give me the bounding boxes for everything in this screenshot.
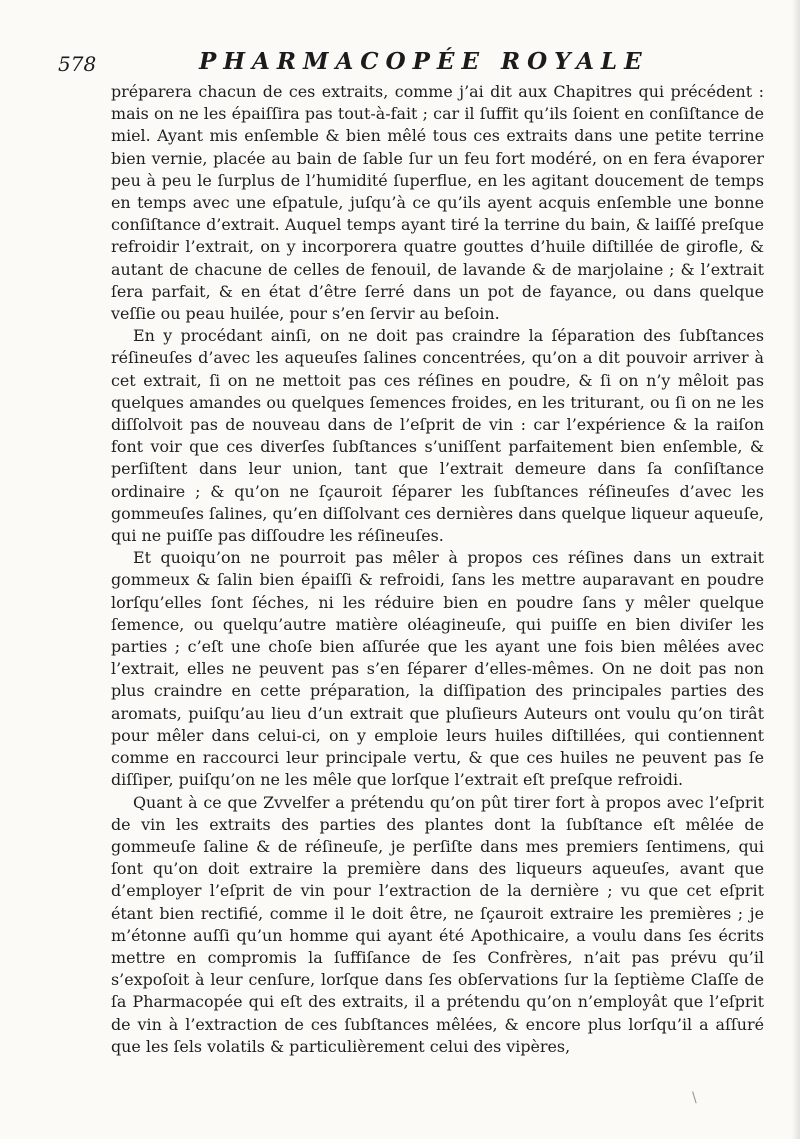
paragraph-2: En y procédant ainſi, on ne doit pas craindre la ſéparation des ſubſtances réſineuſes d’avec les aqueuſes ſalines concentrées, qu’on a dit pouvoir arriver à cet extrait, ſi on ne mettoit pas ces réſines en poudre, & ſi on n’y mêloit pas quelques amandes ou quelques ſemences froides, en les triturant, ou ſi on ne les diſſolvoit pas de nouveau dans de l’eſprit de vin : car l’expérience & la raiſon font voir que ces diverſes ſubſtances s’uniſſent parfaitement bien enſemble, & perſiſtent dans leur union, tant que l’extrait demeure dans ſa conſiſtance ordinaire ; & qu’on ne ſçauroit ſéparer les ſubſtances réſineuſes d’avec les gommeuſes ſalines, qu’en diſſolvant ces dernières dans quelque liqueur aqueuſe, qui ne puiſſe pas diſſoudre les réſineuſes. [111,326,764,546]
paragraph-1: préparera chacun de ces extraits, comme j’ai dit aux Chapitres qui précédent : mais on ne les épaiſſira pas tout-à-fait ; car il ſuffit qu’ils ſoient en conſiſtance de miel. Ayant mis enſemble & bien mêlé tous ces extraits dans une petite terrine bien vernie, placée au bain de ſable ſur un feu fort modéré, on en fera évaporer peu à peu le ſurplus de l’humidité ſuperflue, en les agitant doucement de temps en temps avec une eſpatule, juſqu’à ce qu’ils ayent acquis enſemble une bonne conſiſtance d’extrait. Auquel temps ayant tiré la terrine du bain, & laiſſé preſque refroidir l’extrait, on y incorporera quatre gouttes d’huile diſtillée de girofle, & autant de chacune de celles de fenouil, de lavande & de marjolaine ; & l’extrait ſera parfait, & en état d’être ſerré dans un pot de fayance, ou dans quelque veſſie ou peau huilée, pour s’en ſervir au beſoin. [111,82,764,324]
page-number: 578 [58,52,97,76]
paragraph-3: Et quoiqu’on ne pourroit pas mêler à propos ces réſines dans un extrait gommeux & ſalin bien épaiſſi & refroidi, ſans les mettre auparavant en poudre lorſqu’elles ſont ſéches, ni les réduire bien en poudre ſans y mêler quelque ſemence, ou quelqu’autre matière oléagineuſe, qui puiſſe en bien diviſer les parties ; c’eſt une choſe bien aſſurée que les ayant une fois bien mêlées avec l’extrait, elles ne peuvent pas s’en ſéparer d’elles-mêmes. On ne doit pas non plus craindre en cette préparation, la diſſipation des principales parties des aromats, puiſqu’au lieu d’un extrait que pluſieurs Auteurs ont voulu qu’on tirât pour mêler dans celui-ci, on y emploie leurs huiles diſtillées, qui contiennent comme en raccourci leur principale vertu, & que ces huiles ne peuvent pas ſe diſſiper, puiſqu’on ne les mêle que lorſque l’extrait eſt preſque refroidi. [111,548,764,790]
running-title: PHARMACOPÉE ROYALE [199,48,649,75]
page-edge-shadow [792,0,800,1139]
paragraph-4: Quant à ce que Zvvelfer a prétendu qu’on pût tirer fort à propos avec l’eſprit de vin les extraits des parties des plantes dont la ſubſtance eſt mêlée de gommeuſe ſaline & de réſineuſe, je perſiſte dans mes premiers ſentimens, qui ſont qu’on doit extraire la première dans des liqueurs aqueuſes, avant que d’employer l’eſprit de vin pour l’extraction de la dernière ; vu que cet eſprit étant bien rectifié, comme il le doit être, ne ſçauroit extraire les premières ; je m’étonne auſſi qu’un homme qui ayant été Apothicaire, a voulu dans ſes écrits mettre en compromis la ſuffiſance de ſes Confrères, n’ait pas prévu qu’il s’expoſoit à leur cenſure, lorſque dans ſes obſervations ſur la ſeptième Claſſe de ſa Pharmacopée qui eſt des extraits, il a prétendu qu’on n’employât que l’eſprit de vin à l’extraction de ces ſubſtances mêlées, & encore plus lorſqu’il a aſſuré que les ſels volatils & particulièrement celui des vipères, [111,792,764,1056]
body-text [111,81,764,1058]
stray-mark: \ [692,1090,697,1106]
page-header [58,44,758,80]
